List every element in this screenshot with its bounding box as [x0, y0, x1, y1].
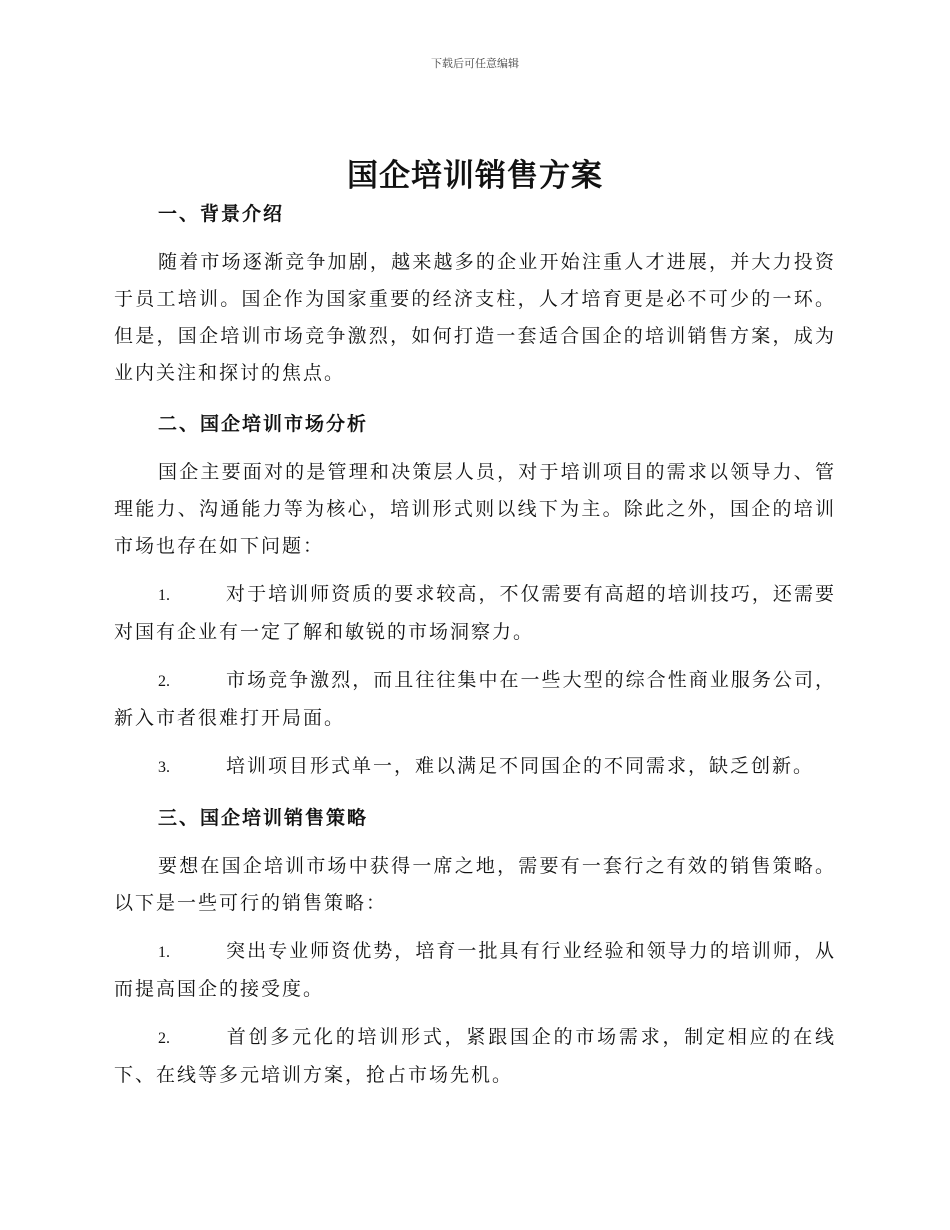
list-item	[114, 1019, 836, 1094]
list-item-text: 对于培训师资质的要求较高，不仅需要有高超的培训技巧，还需要对国有企业有一定了解和敏锐的市场洞察力。	[114, 583, 836, 643]
list-item-text: 首创多元化的培训形式，紧跟国企的市场需求，制定相应的在线下、在线等多元培训方案，抢占市场先机。	[114, 1026, 836, 1086]
header-note: 下载后可任意编辑	[431, 57, 519, 70]
list-item-text: 市场竞争激烈，而且往往集中在一些大型的综合性商业服务公司，新入市者很难打开局面。	[114, 669, 836, 729]
section-heading-background: 一、背景介绍	[158, 203, 285, 225]
page-title: 国企培训销售方案	[347, 158, 603, 194]
document-body	[114, 196, 836, 1094]
list-item-number: 1.	[158, 944, 170, 961]
list-item-number: 2.	[158, 1030, 170, 1047]
list-item	[114, 933, 836, 1008]
list-item	[114, 748, 836, 786]
list-item-text: 突出专业师资优势，培育一批具有行业经验和领导力的培训师，从而提高国企的接受度。	[114, 940, 836, 1000]
paragraph-market-analysis: 国企主要面对的是管理和决策层人员，对于培训项目的需求以领导力、管理能力、沟通能力等为核心，培训形式则以线下为主。除此之外，国企的培训市场也存在如下问题：	[114, 461, 836, 557]
list-item-text: 培训项目形式单一，难以满足不同国企的不同需求，缺乏创新。	[226, 755, 815, 777]
list-item	[114, 576, 836, 651]
list-item-number: 3.	[158, 759, 170, 776]
list-item	[114, 662, 836, 737]
section-heading-sales-strategy: 三、国企培训销售策略	[158, 807, 369, 829]
list-item-number: 2.	[158, 673, 170, 690]
paragraph-background: 随着市场逐渐竞争加剧，越来越多的企业开始注重人才进展，并大力投资于员工培训。国企作为国家重要的经济支柱，人才培育更是必不可少的一环。但是，国企培训市场竞争激烈，如何打造一套适合国企的培训销售方案，成为业内关注和探讨的焦点。	[114, 251, 836, 384]
list-item-number: 1.	[158, 587, 170, 604]
paragraph-sales-strategy: 要想在国企培训市场中获得一席之地，需要有一套行之有效的销售策略。以下是一些可行的销售策略：	[114, 855, 836, 914]
section-heading-market-analysis: 二、国企培训市场分析	[158, 413, 369, 435]
